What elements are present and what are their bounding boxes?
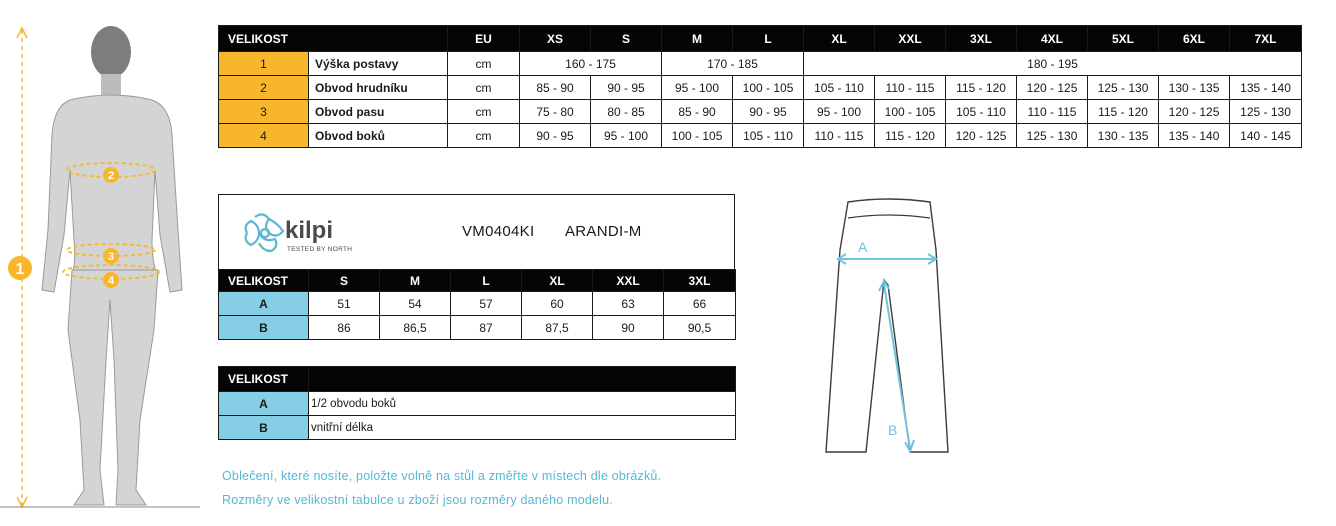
table-cell: 105 - 110 — [804, 76, 875, 100]
table-row — [219, 76, 1302, 100]
header-size: XXL — [593, 270, 664, 292]
header-size: 6XL — [1159, 26, 1230, 52]
svg-text:2: 2 — [107, 170, 115, 182]
table-row — [219, 392, 736, 416]
row-number: 2 — [219, 76, 309, 100]
table-cell: 80 - 85 — [591, 100, 662, 124]
table-cell: 120 - 125 — [946, 124, 1017, 148]
table-row — [219, 416, 736, 440]
table-cell: 87,5 — [522, 316, 593, 340]
marker-1 — [8, 256, 32, 280]
table-cell: 105 - 110 — [733, 124, 804, 148]
body-measurement-figure — [0, 0, 200, 526]
neck-shape — [101, 74, 121, 96]
header-size: L — [733, 26, 804, 52]
header-velikost: VELIKOST — [219, 270, 309, 292]
row-label: A — [219, 392, 309, 416]
table-cell: 75 - 80 — [520, 100, 591, 124]
product-code: VM0404KI — [462, 223, 535, 240]
product-header — [218, 194, 735, 269]
header-size: 5XL — [1088, 26, 1159, 52]
svg-text:1: 1 — [15, 261, 25, 278]
table-cell: 110 - 115 — [804, 124, 875, 148]
legend-table — [218, 366, 736, 440]
pants-outline — [826, 199, 948, 452]
row-label: B — [219, 316, 309, 340]
header-size: M — [662, 26, 733, 52]
table-cell: 110 - 115 — [1017, 100, 1088, 124]
row-label: B — [219, 416, 309, 440]
table-cell: 60 — [522, 292, 593, 316]
table-cell: 135 - 140 — [1159, 124, 1230, 148]
row-description: 1/2 obvodu boků — [309, 392, 736, 416]
header-size: M — [380, 270, 451, 292]
table-cell: 54 — [380, 292, 451, 316]
table-cell: 90 - 95 — [520, 124, 591, 148]
table-cell: 90 - 95 — [591, 76, 662, 100]
svg-text:3: 3 — [107, 251, 115, 263]
table-cell: 160 - 175 — [520, 52, 662, 76]
measure-b-label: B — [888, 422, 898, 438]
table-cell: 135 - 140 — [1230, 76, 1302, 100]
header-size: XL — [804, 26, 875, 52]
size-table-header — [219, 26, 1302, 52]
header-empty — [309, 367, 736, 392]
table-cell: 95 - 100 — [662, 76, 733, 100]
head-shape — [91, 26, 131, 78]
knot-icon — [246, 214, 283, 251]
row-label: A — [219, 292, 309, 316]
row-unit: cm — [448, 76, 520, 100]
table-cell: 125 - 130 — [1230, 100, 1302, 124]
table-cell: 86,5 — [380, 316, 451, 340]
marker-2 — [103, 167, 119, 183]
brand-tagline: TESTED BY NORTH — [287, 246, 353, 253]
row-label: Obvod boků — [309, 124, 448, 148]
size-table — [218, 25, 1302, 148]
row-number: 1 — [219, 52, 309, 76]
table-cell: 130 - 135 — [1159, 76, 1230, 100]
marker-4 — [103, 272, 119, 288]
legs-shape — [68, 270, 158, 505]
row-unit: cm — [448, 100, 520, 124]
row-label: Obvod pasu — [309, 100, 448, 124]
table-cell: 63 — [593, 292, 664, 316]
header-velikost: VELIKOST — [219, 26, 448, 52]
row-number: 3 — [219, 100, 309, 124]
table-row — [219, 100, 1302, 124]
brand-name: kilpi — [285, 217, 334, 244]
table-cell: 95 - 100 — [804, 100, 875, 124]
product-name: ARANDI-M — [565, 223, 642, 240]
table-cell: 85 - 90 — [520, 76, 591, 100]
table-cell: 100 - 105 — [662, 124, 733, 148]
row-description: vnitřní délka — [309, 416, 736, 440]
header-size: 7XL — [1230, 26, 1302, 52]
table-cell: 85 - 90 — [662, 100, 733, 124]
table-cell: 115 - 120 — [946, 76, 1017, 100]
measurement-note: Oblečení, které nosíte, položte volně na stůl a změřte v místech dle obrázků. — [222, 469, 662, 483]
header-size: XXL — [875, 26, 946, 52]
table-row — [219, 292, 736, 316]
header-velikost: VELIKOST — [219, 367, 309, 392]
header-size: 3XL — [946, 26, 1017, 52]
table-cell: 120 - 125 — [1017, 76, 1088, 100]
table-cell: 105 - 110 — [946, 100, 1017, 124]
svg-text:4: 4 — [107, 275, 115, 287]
table-cell: 125 - 130 — [1088, 76, 1159, 100]
table-cell: 140 - 145 — [1230, 124, 1302, 148]
table-cell: 95 - 100 — [591, 124, 662, 148]
table-cell: 66 — [664, 292, 736, 316]
product-size-table — [218, 269, 736, 340]
table-cell: 120 - 125 — [1159, 100, 1230, 124]
pants-diagram — [818, 190, 958, 460]
table-cell: 180 - 195 — [804, 52, 1302, 76]
header-size: S — [591, 26, 662, 52]
table-cell: 90 — [593, 316, 664, 340]
header-eu: EU — [448, 26, 520, 52]
header-size: 4XL — [1017, 26, 1088, 52]
row-label: Výška postavy — [309, 52, 448, 76]
kilpi-logo — [241, 207, 361, 259]
row-label: Obvod hrudníku — [309, 76, 448, 100]
legend-table-header — [219, 367, 736, 392]
header-size: L — [451, 270, 522, 292]
table-cell: 86 — [309, 316, 380, 340]
table-row — [219, 52, 1302, 76]
row-unit: cm — [448, 52, 520, 76]
table-cell: 115 - 120 — [875, 124, 946, 148]
table-cell: 110 - 115 — [875, 76, 946, 100]
row-number: 4 — [219, 124, 309, 148]
table-cell: 125 - 130 — [1017, 124, 1088, 148]
table-cell: 115 - 120 — [1088, 100, 1159, 124]
table-cell: 57 — [451, 292, 522, 316]
product-table-header — [219, 270, 736, 292]
table-cell: 130 - 135 — [1088, 124, 1159, 148]
table-row — [219, 316, 736, 340]
table-cell: 90 - 95 — [733, 100, 804, 124]
table-cell: 100 - 105 — [733, 76, 804, 100]
table-cell: 51 — [309, 292, 380, 316]
table-cell: 170 - 185 — [662, 52, 804, 76]
table-row — [219, 124, 1302, 148]
header-size: XS — [520, 26, 591, 52]
model-note: Rozměry ve velikostní tabulce u zboží jsou rozměry daného modelu. — [222, 493, 613, 507]
measure-a-label: A — [858, 239, 868, 255]
table-cell: 87 — [451, 316, 522, 340]
marker-3 — [103, 248, 119, 264]
table-cell: 90,5 — [664, 316, 736, 340]
header-size: S — [309, 270, 380, 292]
header-size: 3XL — [664, 270, 736, 292]
header-size: XL — [522, 270, 593, 292]
table-cell: 100 - 105 — [875, 100, 946, 124]
row-unit: cm — [448, 124, 520, 148]
